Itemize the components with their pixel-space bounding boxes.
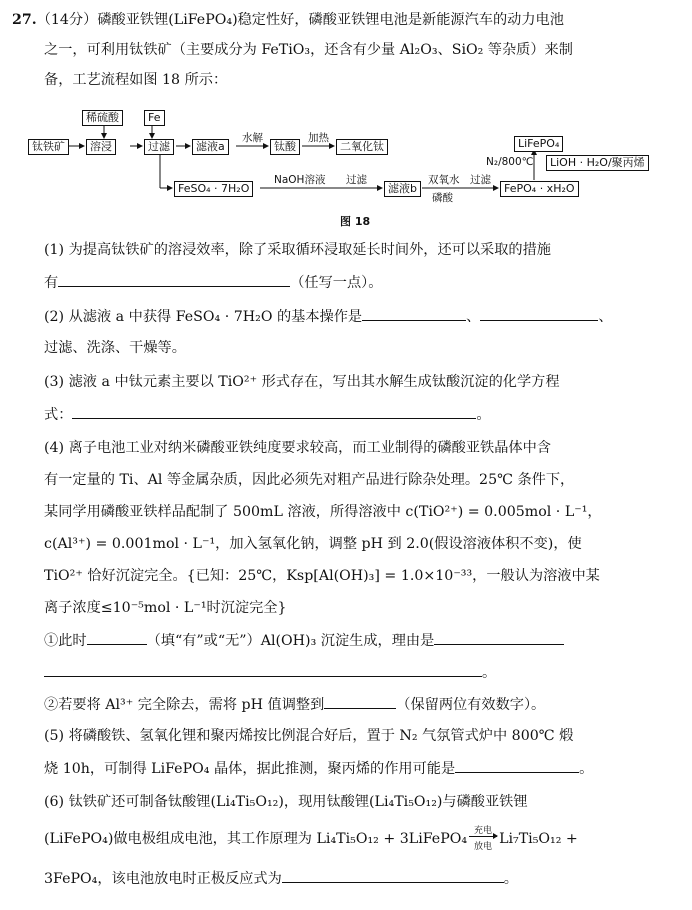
intro-line-1: 磷酸亚铁锂(LiFePO₄)稳定性好，磷酸亚铁锂电池是新能源汽车的动力电池 [97, 12, 564, 28]
q6-suffix: 。 [503, 871, 518, 887]
q3-answer-blank[interactable] [72, 404, 476, 419]
q2-line-2: 过滤、洗涤、干燥等。 [44, 340, 186, 356]
box-lioh: LiOH · H₂O/聚丙烯 [546, 155, 649, 171]
q2-prefix: (2) 从滤液 a 中获得 FeSO₄ · 7H₂O 的基本操作是 [44, 309, 363, 325]
label-hydrolysis: 水解 [242, 132, 263, 144]
q4-sub1-blank-2[interactable] [434, 630, 564, 645]
box-fepo4: FePO₄ · xH₂O [500, 181, 579, 197]
q4-sub1-prefix: ①此时 [44, 633, 87, 649]
q4-line-2: 有一定量的 Ti、Al 等金属杂质，因此必须先对粗产品进行除杂处理。25℃ 条件下， [44, 472, 575, 488]
q5-line-1: (5) 将磷酸铁、氢氧化锂和聚丙烯按比例混合好后，置于 N₂ 气氛管式炉中 800℃ 煅 [44, 728, 574, 744]
q6-answer-blank[interactable] [282, 868, 504, 883]
q2-sep-2: 、 [598, 309, 613, 325]
label-naoh: NaOH溶液 [274, 174, 326, 186]
charge-label: 充电 [474, 826, 493, 836]
discharge-label: 放电 [474, 842, 493, 852]
box-filter: 过滤 [144, 139, 174, 155]
box-filtrate-b: 滤液b [384, 181, 421, 197]
q2-sep: 、 [466, 309, 481, 325]
q4-line-5: TiO²⁺ 恰好沉淀完全。{已知：25℃，Ksp[Al(OH)₃] = 1.0×10⁻³³，一般认为溶液中某 [44, 568, 600, 584]
box-feso4: FeSO₄ · 7H₂O [174, 181, 253, 197]
box-titanium-dioxide: 二氧化钛 [336, 139, 388, 155]
label-n2-800c: N₂/800℃ [486, 156, 534, 168]
q5-answer-blank[interactable] [455, 758, 579, 773]
q4-line-9 [44, 694, 545, 715]
box-dilute-acid: 稀硫酸 [82, 110, 123, 126]
q4-sub1-blank-1[interactable] [87, 630, 147, 645]
question-header [12, 10, 564, 30]
q4-line-4: c(Al³⁺) = 0.001mol · L⁻¹，加入氢氧化钠，调整 pH 到 2.0(假设溶液体积不变)，使 [44, 536, 582, 552]
intro-line-3: 备，工艺流程如图 18 所示： [44, 72, 228, 88]
q1-suffix: （任写一点）。 [290, 275, 383, 291]
label-phosphoric-acid: 磷酸 [432, 192, 453, 204]
process-flowchart [28, 104, 668, 229]
question-score: （14分） [36, 12, 98, 28]
q1-line-1: (1) 为提高钛铁矿的溶浸效率，除了采取循环浸取延长时间外，还可以采取的措施 [44, 242, 551, 258]
q6-line3-prefix: 3FePO₄，该电池放电时正极反应式为 [44, 871, 282, 887]
q1-answer-blank[interactable] [58, 272, 290, 287]
q6-prefix: (LiFePO₄)做电极组成电池，其工作原理为 Li₄Ti₅O₁₂ + 3LiFePO₄ [44, 831, 468, 847]
label-hydrogen-peroxide: 双氧水 [428, 174, 460, 186]
reaction-arrow-icon [469, 836, 497, 842]
q2-answer-blank-1[interactable] [362, 306, 466, 321]
q6-line-2 [44, 826, 578, 852]
q4-sub2-blank[interactable] [324, 694, 396, 709]
q4-line-6: 离子浓度≤10⁻⁵mol · L⁻¹时沉淀完全} [44, 600, 287, 616]
box-leach: 溶浸 [86, 139, 116, 155]
box-titanic-acid: 钛酸 [270, 139, 300, 155]
q3-line-2 [44, 404, 491, 425]
figure-caption: 图 18 [340, 215, 371, 228]
q6-line-1: (6) 钛铁矿还可制备钛酸锂(Li₄Ti₅O₁₂)，现用钛酸锂(Li₄Ti₅O₁₂)与磷酸亚铁锂 [44, 794, 528, 810]
q6-line-3 [44, 868, 518, 889]
q4-sub1-suffix: 。 [482, 665, 497, 681]
question-number: 27. [12, 12, 37, 28]
box-iron: Fe [144, 110, 165, 126]
q5-line-2 [44, 758, 593, 779]
q5-suffix: 。 [579, 761, 594, 777]
label-heat: 加热 [308, 132, 329, 144]
box-ilmenite: 钛铁矿 [28, 139, 69, 155]
q4-sub1-blank-3[interactable] [44, 662, 482, 677]
q3-line-1: (3) 滤液 a 中钛元素主要以 TiO²⁺ 形式存在，写出其水解生成钛酸沉淀的化学方程 [44, 374, 560, 390]
q4-line-1: (4) 离子电池工业对纳米磷酸亚铁纯度要求较高，而工业制得的磷酸亚铁晶体中含 [44, 440, 551, 456]
q3-prefix: 式： [44, 407, 73, 423]
label-filter-2: 过滤 [346, 174, 367, 186]
q4-sub1-mid: （填“有”或“无”）Al(OH)₃ 沉淀生成，理由是 [146, 633, 435, 649]
q6-equation-end: Li₇Ti₅O₁₂ + [499, 831, 578, 847]
q3-suffix: 。 [476, 407, 491, 423]
q2-answer-blank-2[interactable] [480, 306, 598, 321]
box-lifepo4: LiFePO₄ [514, 136, 563, 152]
intro-line-2: 之一，可利用钛铁矿（主要成分为 FeTiO₃，还含有少量 Al₂O₃、SiO₂ 等杂质）来制 [44, 42, 573, 58]
label-filter-3: 过滤 [470, 174, 491, 186]
q1-prefix: 有 [44, 275, 59, 291]
q5-prefix: 烧 10h，可制得 LiFePO₄ 晶体，据此推测，聚丙烯的作用可能是 [44, 761, 456, 777]
q1-line-2 [44, 272, 382, 293]
box-filtrate-a: 滤液a [192, 139, 229, 155]
q2-line-1 [44, 306, 613, 327]
charge-discharge-arrow [469, 826, 497, 852]
q4-line-3: 某同学用磷酸亚铁样品配制了 500mL 溶液，所得溶液中 c(TiO²⁺) = 0.005mol · L⁻¹， [44, 504, 602, 520]
q4-line-7 [44, 630, 564, 651]
q4-line-8 [44, 662, 496, 683]
q4-sub2-suffix: （保留两位有效数字）。 [396, 697, 546, 713]
q4-sub2-prefix: ②若要将 Al³⁺ 完全除去，需将 pH 值调整到 [44, 697, 325, 713]
